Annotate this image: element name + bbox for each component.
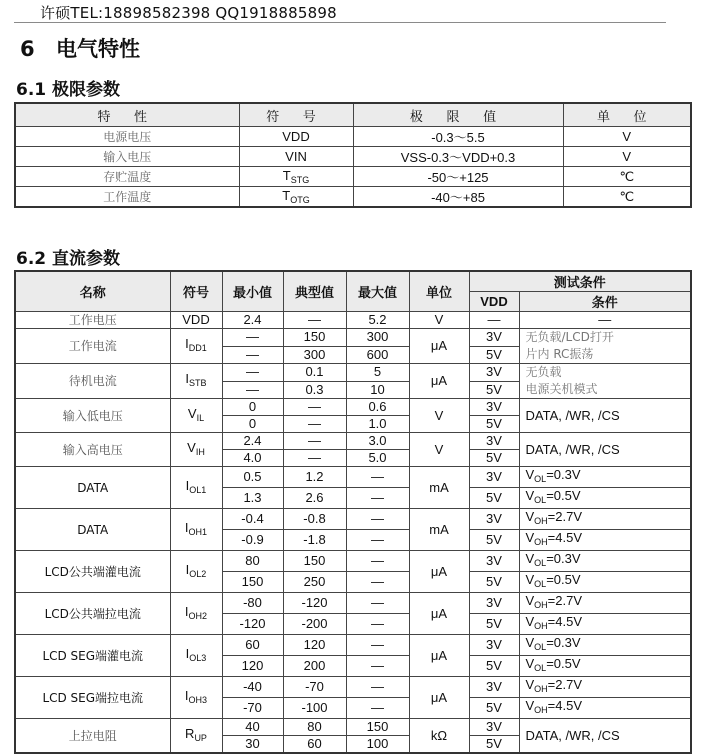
col-condition: 条件 (519, 292, 691, 312)
condition-subscript: OL (534, 495, 547, 505)
max-value: 100 (346, 736, 409, 754)
dc-param-symbol: $I_{OH2}$ (170, 593, 222, 635)
dc-unit: μA (409, 329, 469, 364)
min-value: 60 (222, 635, 283, 656)
max-value: — (346, 593, 409, 614)
condition-line: DATA, /WR, /CS (525, 407, 620, 423)
max-value: — (346, 551, 409, 572)
dc-param-name: LCD公共端拉电流 (15, 593, 170, 635)
typ-value: — (283, 399, 346, 416)
dc-unit: mA (409, 509, 469, 551)
symbol-subscript: STG (290, 175, 310, 185)
table-row (15, 635, 691, 656)
condition-value: =0.3V (546, 467, 581, 482)
typ-value: 0.1 (283, 364, 346, 382)
max-value: — (346, 572, 409, 593)
condition-subscript: OH (534, 516, 548, 526)
condition (519, 433, 691, 467)
typ-value: -0.8 (283, 509, 346, 530)
param-symbol: VDD (239, 127, 353, 147)
min-value: 120 (222, 656, 283, 677)
typ-value: 300 (283, 346, 346, 364)
vdd-value: — (469, 312, 519, 329)
symbol-subscript: OL1 (189, 484, 207, 495)
table-row (15, 399, 691, 416)
header-divider (14, 22, 666, 23)
dc-param-name: LCD公共端灌电流 (15, 551, 170, 593)
table-row (15, 593, 691, 614)
dc-unit: mA (409, 467, 469, 509)
dc-unit: μA (409, 551, 469, 593)
condition-value: =0.5V (546, 572, 581, 587)
limits-row (15, 187, 691, 208)
typ-value: -1.8 (283, 530, 346, 551)
limits-header-3: 单 位 (563, 103, 691, 127)
dc-param-name: LCD SEG端灌电流 (15, 635, 170, 677)
condition-subscript: OH (534, 684, 548, 694)
typ-value: -120 (283, 593, 346, 614)
typ-value: — (283, 416, 346, 433)
param-symbol: $T_{OTG}$ (239, 187, 353, 208)
header-contact: 许硕TEL:18898582398 QQ1918885898 (40, 4, 337, 22)
condition-value: =4.5V (547, 614, 583, 629)
condition-subscript: OL (534, 663, 547, 673)
min-value: — (222, 381, 283, 399)
vdd-value: 3V (469, 509, 519, 530)
condition-line: 电源关机模式 (525, 382, 598, 396)
dc-unit: kΩ (409, 719, 469, 754)
typ-value: 60 (283, 736, 346, 754)
max-value: — (346, 698, 409, 719)
condition-value: =0.3V (546, 635, 581, 650)
param-symbol: VIN (239, 147, 353, 167)
vdd-value: 5V (469, 416, 519, 433)
dc-unit: V (409, 312, 469, 329)
param-unit: ℃ (563, 167, 691, 187)
max-value: — (346, 488, 409, 509)
condition: $V_{OL}=0.3V$ (519, 551, 691, 572)
condition-line: DATA, /WR, /CS (525, 441, 620, 457)
col-symbol: 符号 (170, 271, 222, 312)
limits-header-2: 极 限 值 (353, 103, 563, 127)
dc-param-name: 上拉电阻 (15, 719, 170, 754)
min-value: — (222, 346, 283, 364)
max-value: 0.6 (346, 399, 409, 416)
condition-value: =0.3V (546, 551, 581, 566)
symbol-subscript: OH3 (188, 694, 208, 705)
min-value: 30 (222, 736, 283, 754)
vdd-value: 5V (469, 381, 519, 399)
min-value: 2.4 (222, 433, 283, 450)
condition-value: =2.7V (547, 677, 583, 692)
condition: $V_{OL}=0.5V$ (519, 656, 691, 677)
min-value: 80 (222, 551, 283, 572)
condition-subscript: OH (534, 705, 548, 715)
min-value: — (222, 329, 283, 347)
dc-param-symbol: $I_{DD1}$ (170, 329, 222, 364)
table-row (15, 551, 691, 572)
vdd-value: 3V (469, 329, 519, 347)
symbol-subscript: OH2 (188, 610, 208, 621)
vdd-value: 3V (469, 467, 519, 488)
typ-value: — (283, 450, 346, 467)
typ-value: -200 (283, 614, 346, 635)
min-value: -70 (222, 698, 283, 719)
param-unit: V (563, 147, 691, 167)
typ-value: 150 (283, 551, 346, 572)
symbol-subscript: IH (195, 446, 205, 457)
condition: $V_{OL}=0.3V$ (519, 635, 691, 656)
condition-line: 无负载/LCD打开 (525, 330, 614, 344)
dc-param-symbol: $R_{UP}$ (170, 719, 222, 754)
table-row (15, 677, 691, 698)
param-name: 电源电压 (15, 127, 239, 147)
symbol-subscript: IL (196, 412, 205, 423)
min-value: -40 (222, 677, 283, 698)
dc-param-name: 输入高电压 (15, 433, 170, 467)
table-row (15, 509, 691, 530)
dc-param-name: 工作电压 (15, 312, 170, 329)
param-value: -0.3～5.5 (353, 127, 563, 147)
dc-unit: V (409, 399, 469, 433)
condition-subscript: OL (534, 579, 547, 589)
max-value: — (346, 509, 409, 530)
condition-subscript: OH (534, 621, 548, 631)
limits-row (15, 147, 691, 167)
vdd-value: 3V (469, 433, 519, 450)
col-vdd: VDD (469, 292, 519, 312)
condition-value: =0.5V (546, 488, 581, 503)
condition (519, 719, 691, 754)
vdd-value: 5V (469, 736, 519, 754)
max-value: 5.2 (346, 312, 409, 329)
symbol-subscript: STB (189, 378, 207, 388)
dc-unit: μA (409, 364, 469, 399)
condition: $V_{OL}=0.5V$ (519, 572, 691, 593)
max-value: 5 (346, 364, 409, 382)
typ-value: -70 (283, 677, 346, 698)
min-value: -80 (222, 593, 283, 614)
min-value: 4.0 (222, 450, 283, 467)
condition-subscript: OH (534, 537, 548, 547)
col-test-conditions: 测试条件 (469, 271, 691, 292)
col-typ: 典型值 (283, 271, 346, 312)
dc-param-symbol: $I_{STB}$ (170, 364, 222, 399)
max-value: 300 (346, 329, 409, 347)
min-value: 0 (222, 399, 283, 416)
condition: — (519, 312, 691, 329)
vdd-value: 5V (469, 346, 519, 364)
dc-param-name: LCD SEG端拉电流 (15, 677, 170, 719)
condition: $V_{OH}=4.5V$ (519, 530, 691, 551)
dc-param-name: 待机电流 (15, 364, 170, 399)
max-value: 150 (346, 719, 409, 736)
min-value: -0.4 (222, 509, 283, 530)
section-6-2-heading: 6.2 直流参数 (16, 249, 121, 269)
condition-value: =4.5V (547, 698, 583, 713)
condition-subscript: OH (534, 600, 548, 610)
min-value: -0.9 (222, 530, 283, 551)
col-min: 最小值 (222, 271, 283, 312)
vdd-value: 5V (469, 530, 519, 551)
condition-value: =2.7V (547, 509, 583, 524)
dc-table (14, 270, 692, 754)
section-6-1-heading: 6.1 极限参数 (16, 80, 121, 100)
vdd-value: 3V (469, 677, 519, 698)
max-value: — (346, 467, 409, 488)
param-value: VSS-0.3～VDD+0.3 (353, 147, 563, 167)
param-name: 输入电压 (15, 147, 239, 167)
symbol-subscript: UP (194, 732, 207, 743)
condition: $V_{OH}=4.5V$ (519, 614, 691, 635)
param-unit: ℃ (563, 187, 691, 208)
min-value: 40 (222, 719, 283, 736)
max-value: — (346, 635, 409, 656)
limits-table (14, 102, 692, 208)
condition-value: =0.5V (546, 656, 581, 671)
table-row (15, 467, 691, 488)
typ-value: 2.6 (283, 488, 346, 509)
condition-subscript: OL (534, 558, 547, 568)
dc-unit: μA (409, 593, 469, 635)
max-value: — (346, 656, 409, 677)
typ-value: 0.3 (283, 381, 346, 399)
table-row (15, 364, 691, 382)
condition (519, 364, 691, 399)
min-value: 0 (222, 416, 283, 433)
symbol-subscript: OL3 (189, 652, 207, 663)
vdd-value: 3V (469, 593, 519, 614)
col-unit: 单位 (409, 271, 469, 312)
dc-unit: μA (409, 635, 469, 677)
dc-param-symbol: $I_{OH3}$ (170, 677, 222, 719)
dc-param-symbol: VDD (170, 312, 222, 329)
dc-param-name: 工作电流 (15, 329, 170, 364)
vdd-value: 5V (469, 614, 519, 635)
condition-subscript: OL (534, 474, 547, 484)
col-name: 名称 (15, 271, 170, 312)
dc-param-name: 输入低电压 (15, 399, 170, 433)
table-row (15, 312, 691, 329)
typ-value: — (283, 312, 346, 329)
dc-unit: μA (409, 677, 469, 719)
vdd-value: 5V (469, 656, 519, 677)
dc-param-symbol: $I_{OL2}$ (170, 551, 222, 593)
condition-line: 片内 RC振荡 (525, 347, 594, 361)
max-value: 600 (346, 346, 409, 364)
dc-param-name: DATA (15, 509, 170, 551)
typ-value: 250 (283, 572, 346, 593)
table-row (15, 329, 691, 347)
symbol-subscript: DD1 (188, 343, 207, 353)
section-title: 电气特性 (56, 37, 140, 61)
min-value: 2.4 (222, 312, 283, 329)
min-value: 150 (222, 572, 283, 593)
vdd-value: 3V (469, 719, 519, 736)
min-value: -120 (222, 614, 283, 635)
vdd-value: 5V (469, 450, 519, 467)
dc-param-symbol: $V_{IH}$ (170, 433, 222, 467)
condition: $V_{OH}=2.7V$ (519, 677, 691, 698)
typ-value: 1.2 (283, 467, 346, 488)
param-name: 工作温度 (15, 187, 239, 208)
vdd-value: 3V (469, 399, 519, 416)
max-value: — (346, 530, 409, 551)
param-name: 存贮温度 (15, 167, 239, 187)
condition-line: 无负载 (525, 365, 562, 379)
condition (519, 329, 691, 364)
condition-value: =4.5V (547, 530, 583, 545)
typ-value: 120 (283, 635, 346, 656)
condition: $V_{OH}=2.7V$ (519, 593, 691, 614)
symbol-subscript: OH1 (188, 526, 208, 537)
limits-header-1: 符 号 (239, 103, 353, 127)
section-number: 6 (20, 37, 35, 61)
limits-row (15, 167, 691, 187)
max-value: — (346, 677, 409, 698)
table-row (15, 433, 691, 450)
vdd-value: 3V (469, 364, 519, 382)
vdd-value: 3V (469, 635, 519, 656)
vdd-value: 5V (469, 572, 519, 593)
param-value: -40～+85 (353, 187, 563, 208)
min-value: 1.3 (222, 488, 283, 509)
max-value: — (346, 614, 409, 635)
max-value: 3.0 (346, 433, 409, 450)
condition: $V_{OL}=0.5V$ (519, 488, 691, 509)
condition-subscript: OL (534, 642, 547, 652)
condition-value: =2.7V (547, 593, 583, 608)
dc-param-name: DATA (15, 467, 170, 509)
dc-param-symbol: $I_{OL3}$ (170, 635, 222, 677)
limits-header-0: 特 性 (15, 103, 239, 127)
typ-value: 200 (283, 656, 346, 677)
table-row (15, 719, 691, 736)
section-6-heading (20, 33, 140, 63)
typ-value: 150 (283, 329, 346, 347)
dc-param-symbol: $I_{OH1}$ (170, 509, 222, 551)
col-max: 最大值 (346, 271, 409, 312)
condition: $V_{OH}=4.5V$ (519, 698, 691, 719)
vdd-value: 3V (469, 551, 519, 572)
condition: $V_{OL}=0.3V$ (519, 467, 691, 488)
limits-row (15, 127, 691, 147)
typ-value: — (283, 433, 346, 450)
symbol-subscript: OL2 (189, 568, 207, 579)
max-value: 5.0 (346, 450, 409, 467)
symbol-subscript: OTG (290, 195, 310, 205)
max-value: 1.0 (346, 416, 409, 433)
param-symbol: $T_{STG}$ (239, 167, 353, 187)
typ-value: -100 (283, 698, 346, 719)
dc-unit: V (409, 433, 469, 467)
condition: $V_{OH}=2.7V$ (519, 509, 691, 530)
min-value: 0.5 (222, 467, 283, 488)
condition-line: DATA, /WR, /CS (525, 727, 620, 743)
param-value: -50～+125 (353, 167, 563, 187)
vdd-value: 5V (469, 698, 519, 719)
max-value: 10 (346, 381, 409, 399)
vdd-value: 5V (469, 488, 519, 509)
param-unit: V (563, 127, 691, 147)
min-value: — (222, 364, 283, 382)
dc-param-symbol: $I_{OL1}$ (170, 467, 222, 509)
dc-param-symbol: $V_{IL}$ (170, 399, 222, 433)
typ-value: 80 (283, 719, 346, 736)
condition (519, 399, 691, 433)
